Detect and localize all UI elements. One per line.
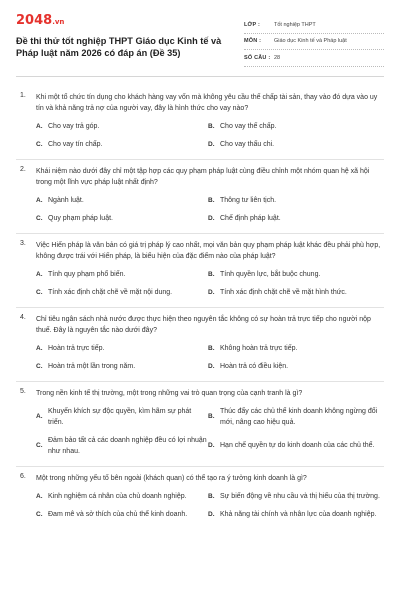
option-letter: C. (36, 510, 43, 518)
option-text: Cho vay tín chấp. (48, 140, 103, 148)
header-left (16, 14, 244, 67)
question-number: 2. (20, 165, 26, 173)
answer-option[interactable] (36, 343, 208, 354)
answer-option[interactable] (36, 269, 208, 280)
answer-option[interactable] (36, 195, 208, 206)
answer-option[interactable] (36, 406, 208, 428)
info-label: SỐ CÂU : (244, 54, 271, 61)
info-label: LỚP : (244, 21, 260, 28)
logo-text: 2048 (16, 13, 53, 28)
option-letter: A. (36, 344, 43, 352)
site-logo[interactable] (16, 14, 244, 29)
exam-info-box (244, 17, 384, 67)
option-text: Tính quy phạm phổ biến. (48, 270, 126, 278)
option-letter: C. (36, 140, 43, 148)
option-text: Tính xác định chặt chẽ về mặt hình thức. (220, 288, 347, 296)
answer-options (36, 406, 384, 457)
option-text: Sự biến động về nhu cầu và thị hiếu của thị trường. (220, 492, 380, 500)
answer-option[interactable] (208, 406, 380, 428)
exam-title: Đề thi thử tốt nghiệp THPT Giáo dục Kinh tế và Pháp luật năm 2026 có đáp án (Đề 35) (16, 36, 222, 58)
option-text: Hạn chế quyền tự do kinh doanh của các chủ thể. (220, 442, 375, 449)
question-item (16, 234, 384, 308)
option-letter: A. (36, 413, 43, 420)
question-item (16, 467, 384, 529)
option-letter: A. (36, 270, 43, 278)
answer-option[interactable] (36, 509, 208, 520)
question-text: Chỉ tiêu ngân sách nhà nước được thực hiện theo nguyên tắc không có sự hoàn trả trực tiếp cho người nộp thuế. Đây là nguyên tắc nào dưới đây? (36, 315, 371, 334)
option-letter: B. (208, 413, 215, 420)
option-text: Tính xác định chặt chẽ về mặt nội dung. (48, 288, 173, 296)
answer-options (36, 491, 384, 520)
question-text: Trong nền kinh tế thị trường, một trong những vai trò quan trọng của cạnh tranh là gì? (36, 389, 303, 397)
info-value: Tốt nghiệp THPT (274, 21, 316, 28)
question-item (16, 382, 384, 467)
answer-option[interactable] (36, 139, 208, 150)
option-letter: B. (208, 122, 215, 130)
option-letter: C. (36, 362, 43, 370)
option-text: Kinh nghiệm cá nhân của chủ doanh nghiệp. (48, 492, 187, 500)
question-item (16, 86, 384, 160)
option-letter: A. (36, 492, 43, 500)
question-number: 4. (20, 313, 26, 321)
answer-option[interactable] (208, 195, 380, 206)
question-number: 1. (20, 91, 26, 99)
option-text: Đảm bảo tất cả các doanh nghiệp đều có lợi nhuận như nhau. (48, 436, 207, 455)
answer-option[interactable] (208, 287, 380, 298)
info-value: 28 (274, 54, 281, 61)
option-letter: B. (208, 344, 215, 352)
option-text: Đam mê và sở thích của chủ thể kinh doanh. (48, 510, 188, 518)
question-list (16, 86, 384, 529)
option-text: Quy phạm pháp luật. (48, 214, 113, 222)
option-text: Không hoàn trả trực tiếp. (220, 344, 298, 352)
option-letter: B. (208, 492, 215, 500)
question-item (16, 160, 384, 234)
option-letter: B. (208, 270, 215, 278)
info-row-class (244, 17, 384, 34)
info-row-question-count (244, 50, 384, 67)
option-letter: D. (208, 510, 215, 518)
answer-option[interactable] (208, 343, 380, 354)
question-text: Khái niệm nào dưới đây chỉ một tập hợp các quy phạm pháp luật cùng điều chỉnh một nhóm quan hệ xã hội trong một lĩnh vực pháp luật nhất định? (36, 167, 370, 186)
option-text: Hoàn trả có điều kiện. (220, 362, 289, 370)
option-text: Hoàn trả trực tiếp. (48, 344, 105, 352)
answer-option[interactable] (36, 361, 208, 372)
option-letter: B. (208, 196, 215, 204)
answer-option[interactable] (208, 435, 380, 457)
option-letter: C. (36, 442, 43, 449)
header-divider (16, 76, 384, 77)
question-text: Một trong những yếu tố bên ngoài (khách quan) có thể tạo ra ý tưởng kinh doanh là gì? (36, 474, 307, 482)
option-letter: A. (36, 196, 43, 204)
question-item (16, 308, 384, 382)
answer-options (36, 195, 384, 224)
answer-option[interactable] (36, 287, 208, 298)
option-letter: C. (36, 214, 43, 222)
question-number: 6. (20, 472, 26, 480)
option-text: Ngành luật. (48, 196, 84, 204)
answer-option[interactable] (36, 213, 208, 224)
answer-option[interactable] (208, 139, 380, 150)
option-letter: D. (208, 288, 215, 296)
answer-options (36, 269, 384, 298)
option-text: Cho vay trả góp. (48, 122, 100, 130)
answer-option[interactable] (208, 509, 380, 520)
question-text: Khi một tổ chức tín dụng cho khách hàng vay vốn mà không yêu cầu thế chấp tài sản, thay vào đó dựa vào uy tín và khả năng trả nợ của người vay, đây là hình thức cho vay nào? (36, 93, 378, 112)
answer-options (36, 343, 384, 372)
option-letter: D. (208, 140, 215, 148)
answer-option[interactable] (208, 121, 380, 132)
option-letter: C. (36, 288, 43, 296)
option-letter: A. (36, 122, 43, 130)
option-text: Khả năng tài chính và nhân lực của doanh nghiệp. (220, 510, 377, 518)
answer-option[interactable] (208, 491, 380, 502)
option-text: Thông tư liên tịch. (220, 196, 277, 204)
answer-option[interactable] (208, 213, 380, 224)
info-label: MÔN : (244, 38, 262, 45)
option-text: Hoàn trả một lần trong năm. (48, 362, 136, 370)
option-text: Khuyến khích sự độc quyền, kìm hãm sự phát triển. (48, 407, 192, 426)
option-text: Tính quyền lực, bắt buộc chung. (220, 270, 321, 278)
answer-option[interactable] (36, 491, 208, 502)
answer-option[interactable] (208, 361, 380, 372)
answer-option[interactable] (36, 121, 208, 132)
option-letter: D. (208, 214, 215, 222)
question-text: Việc Hiến pháp là văn bản có giá trị pháp lý cao nhất, mọi văn bản quy phạm pháp luật khác đều phải phù hợp, không được trái với Hiến pháp, là biểu hiện của đặc điểm nào của pháp luật? (36, 241, 381, 260)
answer-options (36, 121, 384, 150)
question-number: 3. (20, 239, 26, 247)
document-header (16, 14, 384, 67)
answer-option[interactable] (36, 435, 208, 457)
option-text: Chế định pháp luật. (220, 214, 281, 222)
option-letter: D. (208, 442, 215, 449)
option-text: Cho vay thế chấp. (220, 122, 277, 130)
answer-option[interactable] (208, 269, 380, 280)
info-row-subject (244, 34, 384, 51)
option-letter: D. (208, 362, 215, 370)
logo-tld: .vn (52, 18, 65, 26)
info-value: Giáo dục Kinh tế và Pháp luật (274, 38, 347, 45)
option-text: Thúc đẩy các chủ thể kinh doanh không ngừng đổi mới, nâng cao hiệu quả. (220, 407, 378, 426)
option-text: Cho vay thấu chi. (220, 140, 275, 148)
question-number: 5. (20, 387, 26, 395)
